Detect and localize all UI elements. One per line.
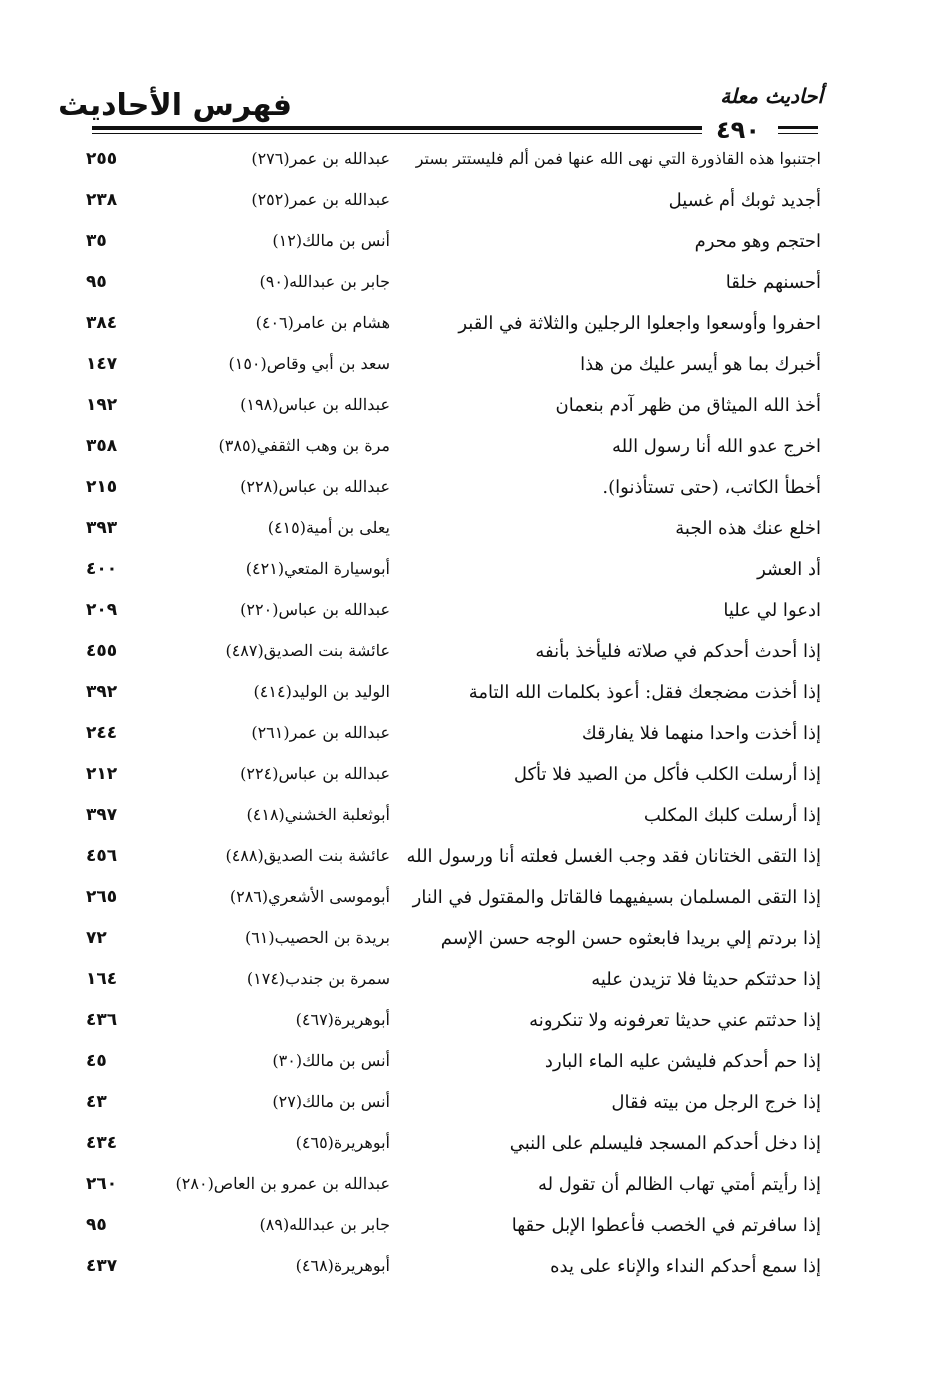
narrator: أبوسيارة المتعي(٤٢١) <box>245 559 390 578</box>
hadith-text: إذا بردتم إلي بريدا فابعثوه حسن الوجه حسن الإسم <box>440 928 821 949</box>
page-reference: ٩٥ <box>86 272 107 292</box>
page-reference: ٣٥٨ <box>86 436 118 456</box>
narrator: أبوموسى الأشعري(٢٨٦) <box>229 887 390 906</box>
page-reference: ٢٣٨ <box>86 190 118 210</box>
narrator: مرة بن وهب الثقفي(٣٨٥) <box>218 436 390 455</box>
header-rule-thin <box>92 133 702 134</box>
narrator: عبدالله بن عمرو بن العاص(٢٨٠) <box>175 1174 390 1193</box>
page-number: ٤٩٠ <box>716 116 760 144</box>
index-row <box>0 553 935 594</box>
hadith-text: أد العشر <box>757 559 821 580</box>
hadith-text: إذا أرسلت كلبك المكلب <box>643 805 821 826</box>
page-reference: ٤٣٧ <box>86 1256 118 1276</box>
narrator: بريدة بن الحصيب(٦١) <box>244 928 390 947</box>
hadith-text: أخبرك بما هو أيسر عليك من هذا <box>580 354 821 375</box>
hadith-text: إذا حدثتم عني حديثا تعرفونه ولا تنكرونه <box>529 1010 821 1031</box>
index-row <box>0 1086 935 1127</box>
narrator: يعلى بن أمية(٤١٥) <box>267 518 390 537</box>
header-rule <box>92 126 702 130</box>
hadith-text: اخلع عنك هذه الجبة <box>675 518 821 539</box>
hadith-text: إذا أحدث أحدكم في صلاته فليأخذ بأنفه <box>535 641 821 662</box>
handwritten-note: أحاديث معلة <box>720 84 823 108</box>
hadith-text: إذا سمع أحدكم النداء والإناء على يده <box>550 1256 821 1277</box>
narrator: أبوهريرة(٤٦٥) <box>295 1133 390 1152</box>
index-row <box>0 1127 935 1168</box>
index-row <box>0 881 935 922</box>
index-row <box>0 840 935 881</box>
narrator: الوليد بن الوليد(٤١٤) <box>253 682 390 701</box>
index-title: فهرس الأحاديث <box>58 88 292 123</box>
index-row <box>0 1250 935 1291</box>
narrator: عبدالله بن عمر(٢٧٦) <box>251 149 390 168</box>
index-row <box>0 266 935 307</box>
page-reference: ٢٦٠ <box>86 1174 118 1194</box>
hadith-text: أجديد ثوبك أم غسيل <box>668 190 821 211</box>
index-row <box>0 348 935 389</box>
page-reference: ٢٠٩ <box>86 600 118 620</box>
index-row <box>0 922 935 963</box>
narrator: عبدالله بن عباس(٢٢٤) <box>240 764 390 783</box>
page-reference: ٣٩٣ <box>86 518 118 538</box>
page-reference: ١٤٧ <box>86 354 118 374</box>
narrator: سمرة بن جندب(١٧٤) <box>246 969 390 988</box>
page-reference: ٢١٥ <box>86 477 118 497</box>
index-row <box>0 471 935 512</box>
narrator: عائشة بنت الصديق(٤٨٧) <box>225 641 390 660</box>
page-reference: ٩٥ <box>86 1215 107 1235</box>
index-row <box>0 676 935 717</box>
narrator: أنس بن مالك(٢٧) <box>272 1092 390 1111</box>
page-reference: ٤٣ <box>86 1092 107 1112</box>
index-row <box>0 143 935 184</box>
page-reference: ٣٨٤ <box>86 313 118 333</box>
index-row <box>0 184 935 225</box>
index-row <box>0 430 935 471</box>
page-reference: ١٩٢ <box>86 395 118 415</box>
page-reference: ٣٥ <box>86 231 107 251</box>
hadith-text: ادعوا لي عليا <box>723 600 821 621</box>
narrator: أنس بن مالك(٣٠) <box>272 1051 390 1070</box>
narrator: أنس بن مالك(١٢) <box>272 231 390 250</box>
index-row <box>0 635 935 676</box>
index-row <box>0 799 935 840</box>
page-reference: ٤٣٤ <box>86 1133 118 1153</box>
page-reference: ٤٠٠ <box>86 559 118 579</box>
page-reference: ٣٩٢ <box>86 682 118 702</box>
hadith-text: احفروا وأوسعوا واجعلوا الرجلين والثلاثة في القبر <box>458 313 821 334</box>
narrator: عبدالله بن عمر(٢٥٢) <box>251 190 390 209</box>
page-number-rule-thin <box>778 133 818 134</box>
page-reference: ٢١٢ <box>86 764 118 784</box>
narrator: أبوهريرة(٤٦٧) <box>295 1010 390 1029</box>
page-reference: ١٦٤ <box>86 969 118 989</box>
narrator: أبوهريرة(٤٦٨) <box>295 1256 390 1275</box>
hadith-index-list <box>0 143 935 1291</box>
hadith-text: إذا حدثتكم حديثا فلا تزيدن عليه <box>591 969 821 990</box>
narrator: سعد بن أبي وقاص(١٥٠) <box>228 354 390 373</box>
page-reference: ٢٥٥ <box>86 149 118 169</box>
hadith-text: إذا أرسلت الكلب فأكل من الصيد فلا تأكل <box>513 764 821 785</box>
index-row <box>0 512 935 553</box>
narrator: جابر بن عبدالله(٩٠) <box>259 272 390 291</box>
narrator: هشام بن عامر(٤٠٦) <box>255 313 390 332</box>
index-row <box>0 225 935 266</box>
narrator: عبدالله بن عباس(٢٢٨) <box>240 477 390 496</box>
index-row <box>0 1168 935 1209</box>
narrator: عبدالله بن عباس(٢٢٠) <box>240 600 390 619</box>
hadith-text: أخطأ الكاتب، (حتى تستأذنوا). <box>602 477 821 498</box>
hadith-text: إذا رأيتم أمتي تهاب الظالم أن تقول له <box>537 1174 821 1195</box>
hadith-text: إذا أخذت واحدا منهما فلا يفارقك <box>581 723 821 744</box>
hadith-text: إذا خرج الرجل من بيته فقال <box>611 1092 821 1113</box>
index-row <box>0 389 935 430</box>
page-reference: ٤٣٦ <box>86 1010 118 1030</box>
hadith-text: أحسنهم خلقا <box>725 272 821 293</box>
hadith-text: اخرج عدو الله أنا رسول الله <box>611 436 821 457</box>
index-row <box>0 717 935 758</box>
page-reference: ٧٢ <box>86 928 107 948</box>
hadith-text: إذا حم أحدكم فليشن عليه الماء البارد <box>544 1051 821 1072</box>
index-row <box>0 594 935 635</box>
page-reference: ٤٥٦ <box>86 846 118 866</box>
narrator: أبوثعلبة الخشني(٤١٨) <box>246 805 390 824</box>
hadith-text: إذا دخل أحدكم المسجد فليسلم على النبي <box>509 1133 821 1154</box>
hadith-text: إذا التقى المسلمان بسيفيهما فالقاتل والمقتول في النار <box>412 887 821 908</box>
hadith-text: اجتنبوا هذه القاذورة التي نهى الله عنها فمن ألم فليستتر بستر <box>415 149 821 168</box>
index-row <box>0 1045 935 1086</box>
page-reference: ٢٦٥ <box>86 887 118 907</box>
index-row <box>0 1209 935 1250</box>
index-row <box>0 307 935 348</box>
page-reference: ٤٥ <box>86 1051 107 1071</box>
hadith-text: إذا سافرتم في الخصب فأعطوا الإبل حقها <box>511 1215 821 1236</box>
narrator: عبدالله بن عباس(١٩٨) <box>240 395 390 414</box>
narrator: عائشة بنت الصديق(٤٨٨) <box>225 846 390 865</box>
page-reference: ٤٥٥ <box>86 641 118 661</box>
hadith-text: احتجم وهو محرم <box>694 231 821 252</box>
hadith-text: إذا التقى الختانان فقد وجب الغسل فعلته أنا ورسول الله <box>406 846 821 867</box>
index-row <box>0 963 935 1004</box>
page-number-rule <box>778 126 818 129</box>
index-row <box>0 1004 935 1045</box>
hadith-text: إذا أخذت مضجعك فقل: أعوذ بكلمات الله التامة <box>468 682 821 703</box>
narrator: جابر بن عبدالله(٨٩) <box>259 1215 390 1234</box>
page-reference: ٣٩٧ <box>86 805 118 825</box>
narrator: عبدالله بن عمر(٢٦١) <box>251 723 390 742</box>
index-row <box>0 758 935 799</box>
hadith-text: أخذ الله الميثاق من ظهر آدم بنعمان <box>555 395 821 416</box>
page-reference: ٢٤٤ <box>86 723 118 743</box>
